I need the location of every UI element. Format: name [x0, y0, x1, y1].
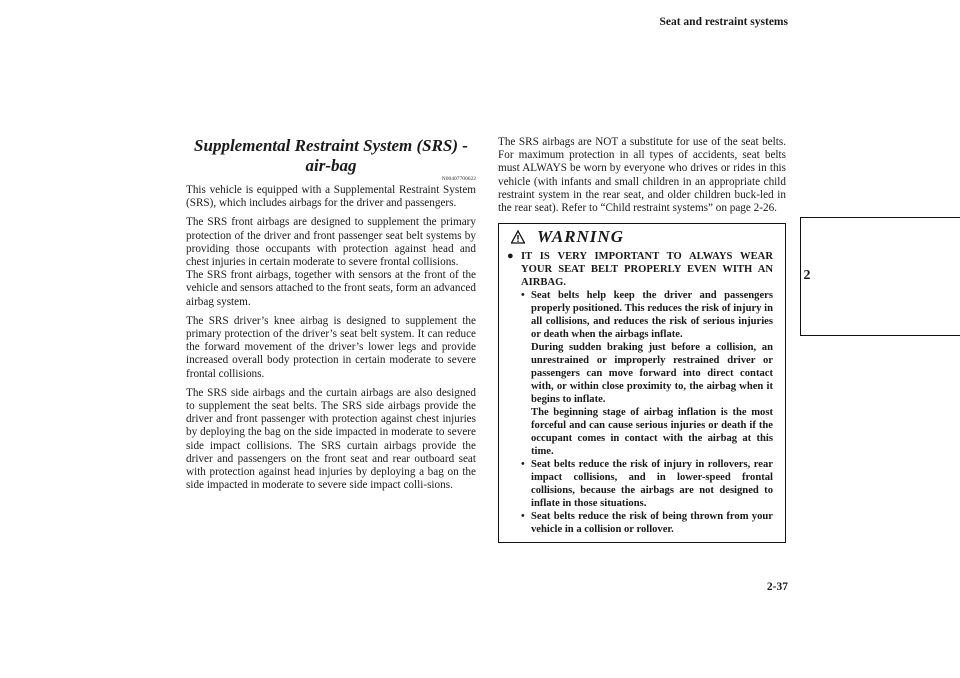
warning-sub-text: Seat belts help keep the driver and passengers properly positioned. This reduces the risk of injury in all collisions, and reduces the risk of serious injuries or death when the airbags inflate. — [531, 290, 773, 341]
warning-header — [499, 224, 785, 250]
warning-main-text: IT IS VERY IMPORTANT TO ALWAYS WEAR YOUR SEAT BELT PROPERLY EVEN WITH AN AIRBAG. — [521, 251, 773, 289]
paragraph: This vehicle is equipped with a Supplemental Restraint System (SRS), which includes airbags for the driver and passengers. — [186, 184, 476, 210]
chapter-tab — [800, 217, 960, 336]
section-title: Supplemental Restraint System (SRS) - air-bag — [194, 136, 468, 175]
paragraph: The SRS driver’s knee airbag is designed to supplement the primary protection of the driver’s seat belt system. It can reduce the forward movement of the driver’s lower legs and provide increased overall body protection in certain moderate to severe frontal collisions. — [186, 314, 476, 380]
section-code: N00407700622 — [441, 176, 476, 182]
warning-sub-text: Seat belts reduce the risk of being thrown from your vehicle in a collision or rollover. — [531, 511, 773, 536]
warning-sub-item — [499, 458, 785, 510]
bullet-dot-icon: ● — [507, 250, 514, 263]
warning-box — [498, 223, 786, 543]
sub-bullet-icon: • — [521, 290, 525, 302]
paragraph: The SRS airbags are NOT a substitute for use of the seat belts. For maximum protection in all types of accidents, seat belts must ALWAYS be worn by everyone who drives or rides in this vehicle (with infants and small children in an appropriate child restraint system in the rear seat, and older children buck-led in the rear seat). Refer to “Child restraint systems” on page 2-26. — [498, 136, 786, 215]
left-column — [186, 136, 476, 498]
warning-main-item — [499, 250, 785, 289]
running-header: Seat and restraint systems — [659, 16, 788, 28]
sub-bullet-icon: • — [521, 511, 525, 523]
paragraph: The SRS front airbags, together with sensors at the front of the vehicle and sensors attached to the front seats, form an advanced airbag system. — [186, 269, 476, 308]
page-number: 2-37 — [766, 581, 788, 593]
warning-sub-item — [499, 510, 785, 536]
warning-triangle-icon — [511, 230, 525, 244]
warning-sub-text: During sudden braking just before a collision, an unrestrained or improperly restrained driver or passengers can move forward into direct contact with, or within close proximity to, the airbag when it begins to inflate. — [531, 342, 773, 406]
warning-label: WARNING — [537, 227, 624, 247]
paragraph: The SRS front airbags are designed to supplement the primary protection of the driver and front passenger seat belt systems by providing those occupants with protection against head and chest injuries in certain moderate to severe frontal collisions. — [186, 216, 476, 269]
sub-bullet-icon: • — [521, 459, 525, 471]
right-column — [498, 136, 786, 543]
warning-sub-item — [499, 289, 785, 458]
chapter-number: 2 — [803, 268, 811, 283]
paragraph: The SRS side airbags and the curtain airbags are also designed to supplement the seat belts. The SRS side airbags provide the driver and front passenger with protection against chest injuries by deploying the bag on the side impacted in moderate to severe side impact collisions. The SRS curtain airbags provide the driver and passengers on the front seat and rear outboard seat with protection against head injuries by deploying a bag on the side impacted in moderate to severe side impact colli-sions. — [186, 386, 476, 492]
warning-sub-text: The beginning stage of airbag inflation is the most forceful and can cause serious injuries or death if the occupant comes in contact with the airbag at this time. — [531, 407, 773, 458]
warning-sub-text: Seat belts reduce the risk of injury in rollovers, rear impact collisions, and in lower-speed frontal collisions, because the airbags are not designed to inflate in those situations. — [531, 459, 773, 510]
